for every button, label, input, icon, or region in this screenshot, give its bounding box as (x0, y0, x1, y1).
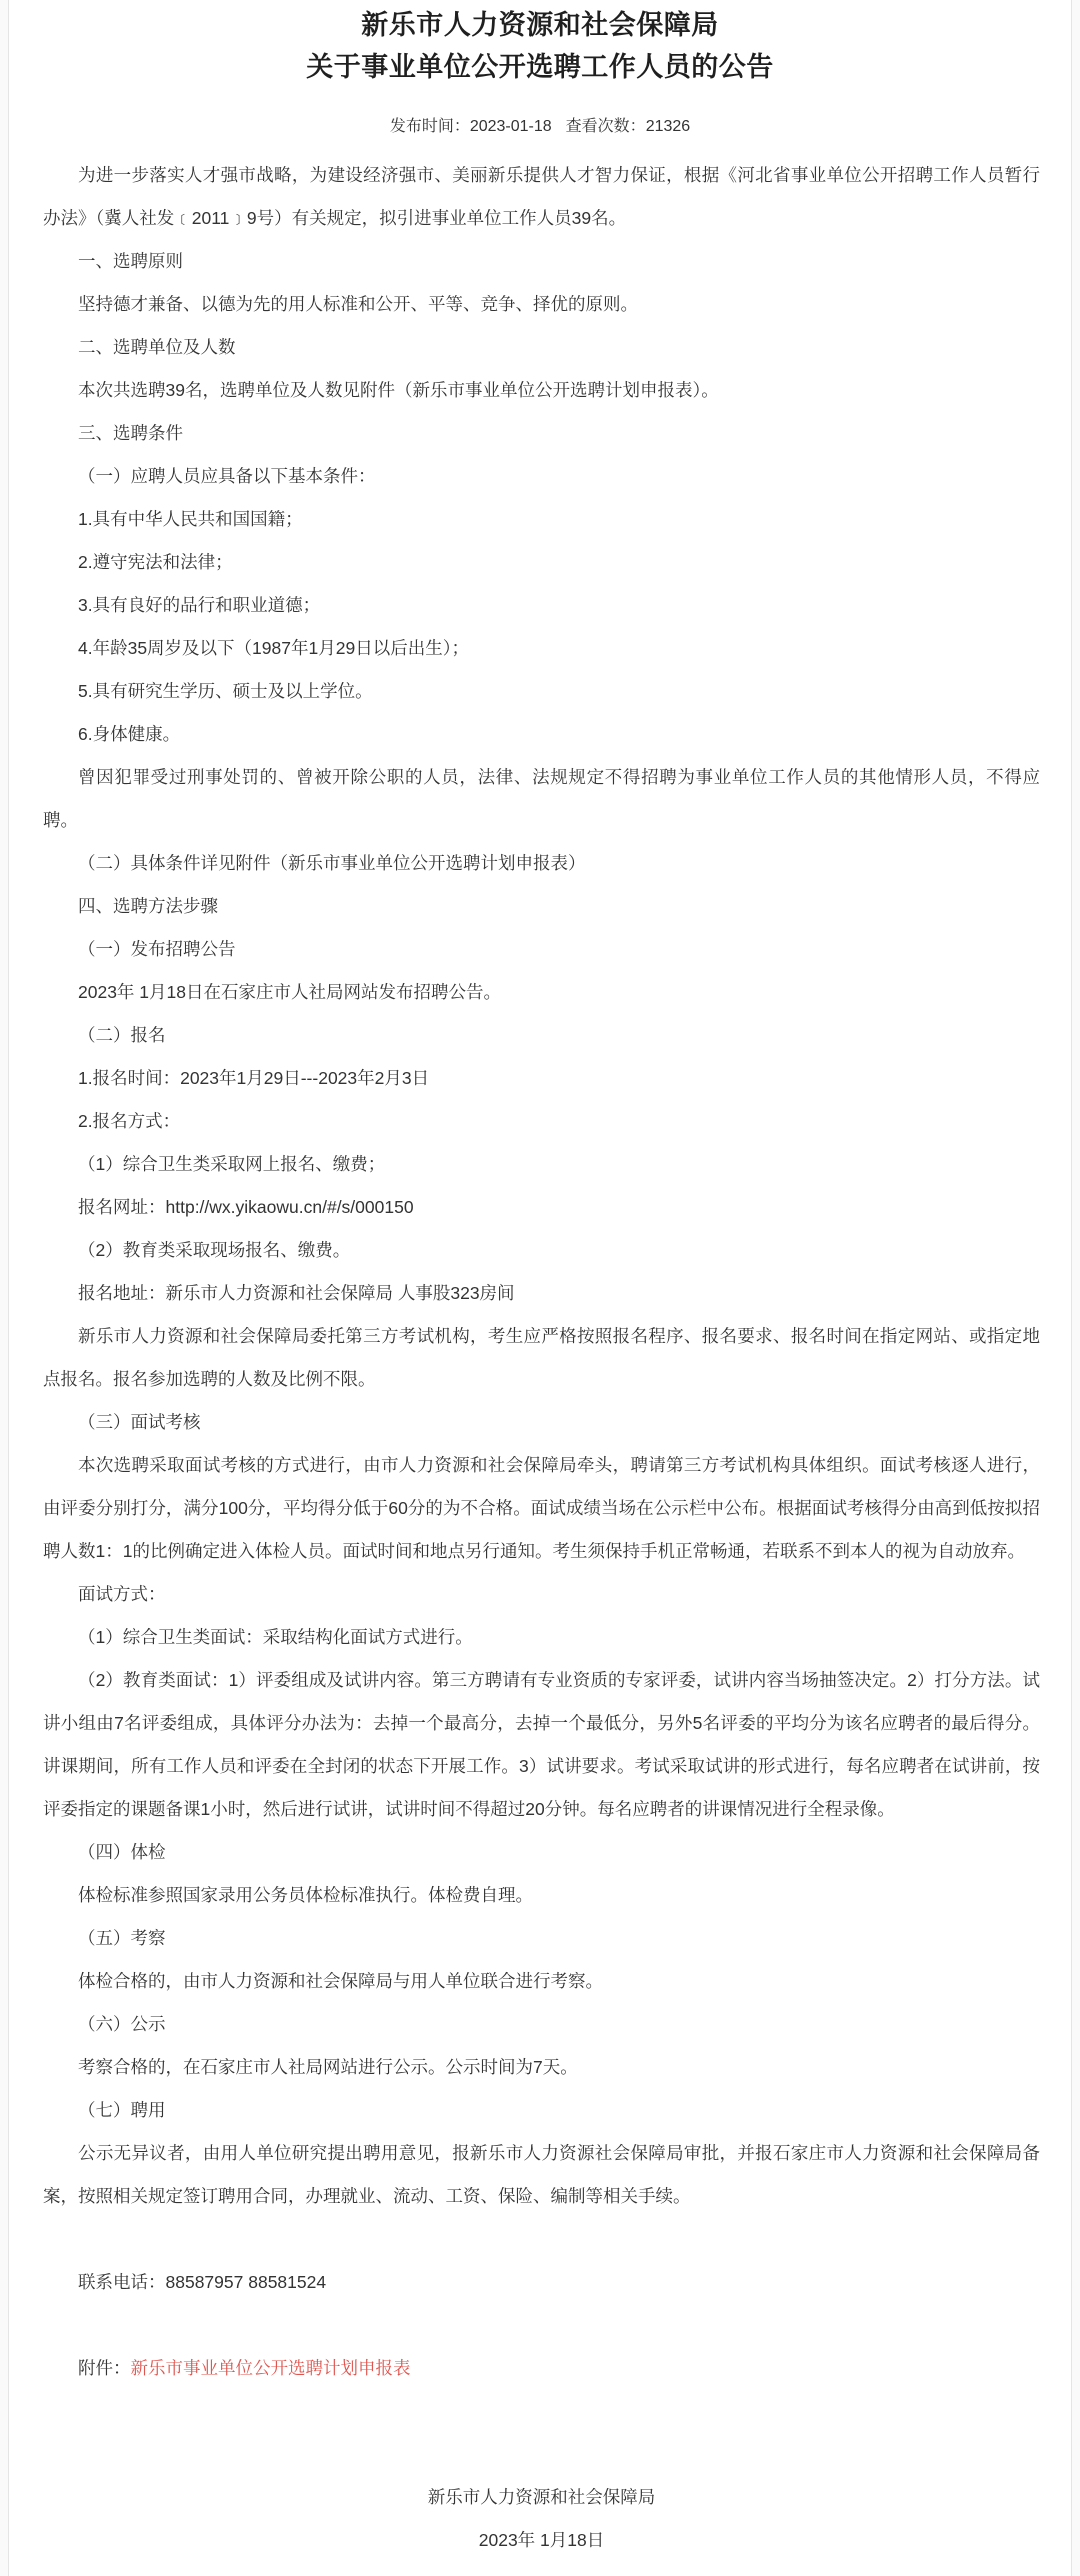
body-paragraph: 新乐市人力资源和社会保障局委托第三方考试机构，考生应严格按照报名程序、报名要求、报名时间在指定网站、或指定地点报名。报名参加选聘的人数及比例不限。 (43, 1326, 1040, 1389)
list-item: 3.具有良好的品行和职业道德； (78, 595, 321, 615)
subsection-heading: （五）考察 (78, 1928, 166, 1948)
body-paragraph: 坚持德才兼备、以德为先的用人标准和公开、平等、竞争、择优的原则。 (78, 294, 638, 314)
list-item: （1）综合卫生类采取网上报名、缴费； (78, 1154, 386, 1174)
section-heading: 二、选聘单位及人数 (78, 337, 236, 357)
subsection-heading: （六）公示 (78, 2014, 166, 2034)
page-title-line1: 新乐市人力资源和社会保障局 (361, 10, 719, 40)
list-item: 2.报名方式： (78, 1111, 181, 1131)
signature-date: 2023年 1月18日 (478, 2530, 605, 2550)
body-paragraph: 报名地址：新乐市人力资源和社会保障局 人事股323房间 (78, 1283, 515, 1303)
subsection-heading: （七）聘用 (78, 2100, 166, 2120)
contact-label: 联系电话： (78, 2272, 166, 2292)
body-paragraph: 2023年 1月18日在石家庄市人社局网站发布招聘公告。 (78, 982, 501, 1002)
subsection-heading: （二）报名 (78, 1025, 166, 1045)
subsection-heading: （一）发布招聘公告 (78, 939, 236, 959)
list-item: （2）教育类采取现场报名、缴费。 (78, 1240, 351, 1260)
body-paragraph: 公示无异议者，由用人单位研究提出聘用意见，报新乐市人力资源社会保障局审批，并报石家庄市人力资源和社会保障局备案，按照相关规定签订聘用合同，办理就业、流动、工资、保险、编制等相关手续。 (43, 2143, 1040, 2206)
subsection-heading: （三）面试考核 (78, 1412, 201, 1432)
body-paragraph: 体检标准参照国家录用公务员体检标准执行。体检费自理。 (78, 1885, 533, 1905)
attachment-label: 附件： (78, 2358, 131, 2378)
list-item: （2）教育类面试：1）评委组成及试讲内容。第三方聘请有专业资质的专家评委，试讲内容当场抽签决定。2）打分方法。试讲小组由7名评委组成，具体评分办法为：去掉一个最高分，去掉一个最低分，另外5名评委的平均分为该名应聘者的最后得分。讲课期间，所有工作人员和评委在全封闭的状态下开展工作。3）试讲要求。考试采取试讲的形式进行，每名应聘者在试讲前，按评委指定的课题备课1小时，然后进行试讲，试讲时间不得超过20分钟。每名应聘者的讲课情况进行全程录像。 (43, 1670, 1040, 1819)
meta-line (9, 116, 1071, 138)
page-title-line2: 关于事业单位公开选聘工作人员的公告 (306, 52, 774, 82)
signature-block (43, 2476, 1040, 2562)
attachment-link[interactable]: 新乐市事业单位公开选聘计划申报表 (130, 2358, 411, 2378)
body-paragraph: 考察合格的，在石家庄市人社局网站进行公示。公示时间为7天。 (78, 2057, 578, 2077)
list-item: 1.报名时间：2023年1月29日---2023年2月3日 (78, 1068, 430, 1088)
list-item: （1）综合卫生类面试：采取结构化面试方式进行。 (78, 1627, 473, 1647)
list-item: 4.年龄35周岁及以下（1987年1月29日以后出生）； (78, 638, 469, 658)
attachment-line (43, 2347, 1040, 2390)
document-body (8, 0, 1072, 2576)
body-paragraph: 面试方式： (78, 1584, 166, 1604)
section-heading: 三、选聘条件 (78, 423, 183, 443)
announcement-content (43, 154, 1040, 2562)
list-item: 2.遵守宪法和法律； (78, 552, 233, 572)
list-item: 6.身体健康。 (78, 724, 181, 744)
publish-time-value: 2023-01-18 (469, 118, 552, 135)
subsection-heading: （四）体检 (78, 1842, 166, 1862)
body-paragraph: 为进一步落实人才强市战略，为建设经济强市、美丽新乐提供人才智力保证，根据《河北省事业单位公开招聘工作人员暂行办法》（冀人社发﹝2011﹞9号）有关规定，拟引进事业单位工作人员39名。 (43, 165, 1040, 228)
subsection-heading: （二）具体条件详见附件（新乐市事业单位公开选聘计划申报表） (78, 853, 586, 873)
view-count-label: 查看次数： (565, 118, 646, 135)
contact-line (43, 2261, 1040, 2304)
body-paragraph: 体检合格的，由市人力资源和社会保障局与用人单位联合进行考察。 (78, 1971, 603, 1991)
section-heading: 四、选聘方法步骤 (78, 896, 218, 916)
body-paragraph: 报名网址：http://wx.yikaowu.cn/#/s/000150 (78, 1197, 414, 1217)
section-heading: 一、选聘原则 (78, 251, 183, 271)
list-item: 1.具有中华人民共和国国籍； (78, 509, 303, 529)
subsection-heading: （一）应聘人员应具备以下基本条件： (78, 466, 376, 486)
list-item: 5.具有研究生学历、硕士及以上学位。 (78, 681, 373, 701)
publish-time-label: 发布时间： (389, 118, 470, 135)
body-paragraph: 曾因犯罪受过刑事处罚的、曾被开除公职的人员，法律、法规规定不得招聘为事业单位工作人员的其他情形人员，不得应聘。 (43, 767, 1040, 830)
view-count-value: 21326 (645, 118, 691, 135)
body-paragraph: 本次共选聘39名，选聘单位及人数见附件（新乐市事业单位公开选聘计划申报表）。 (78, 380, 719, 400)
contact-phone-numbers: 88587957 88581524 (165, 2272, 327, 2292)
body-paragraph: 本次选聘采取面试考核的方式进行，由市人力资源和社会保障局牵头，聘请第三方考试机构具体组织。面试考核逐人进行，由评委分别打分，满分100分，平均得分低于60分的为不合格。面试成绩当场在公示栏中公布。根据面试考核得分由高到低按拟招聘人数1：1的比例确定进入体检人员。面试时间和地点另行通知。考生须保持手机正常畅通，若联系不到本人的视为自动放弃。 (43, 1455, 1040, 1561)
signature-organization: 新乐市人力资源和社会保障局 (427, 2487, 656, 2507)
